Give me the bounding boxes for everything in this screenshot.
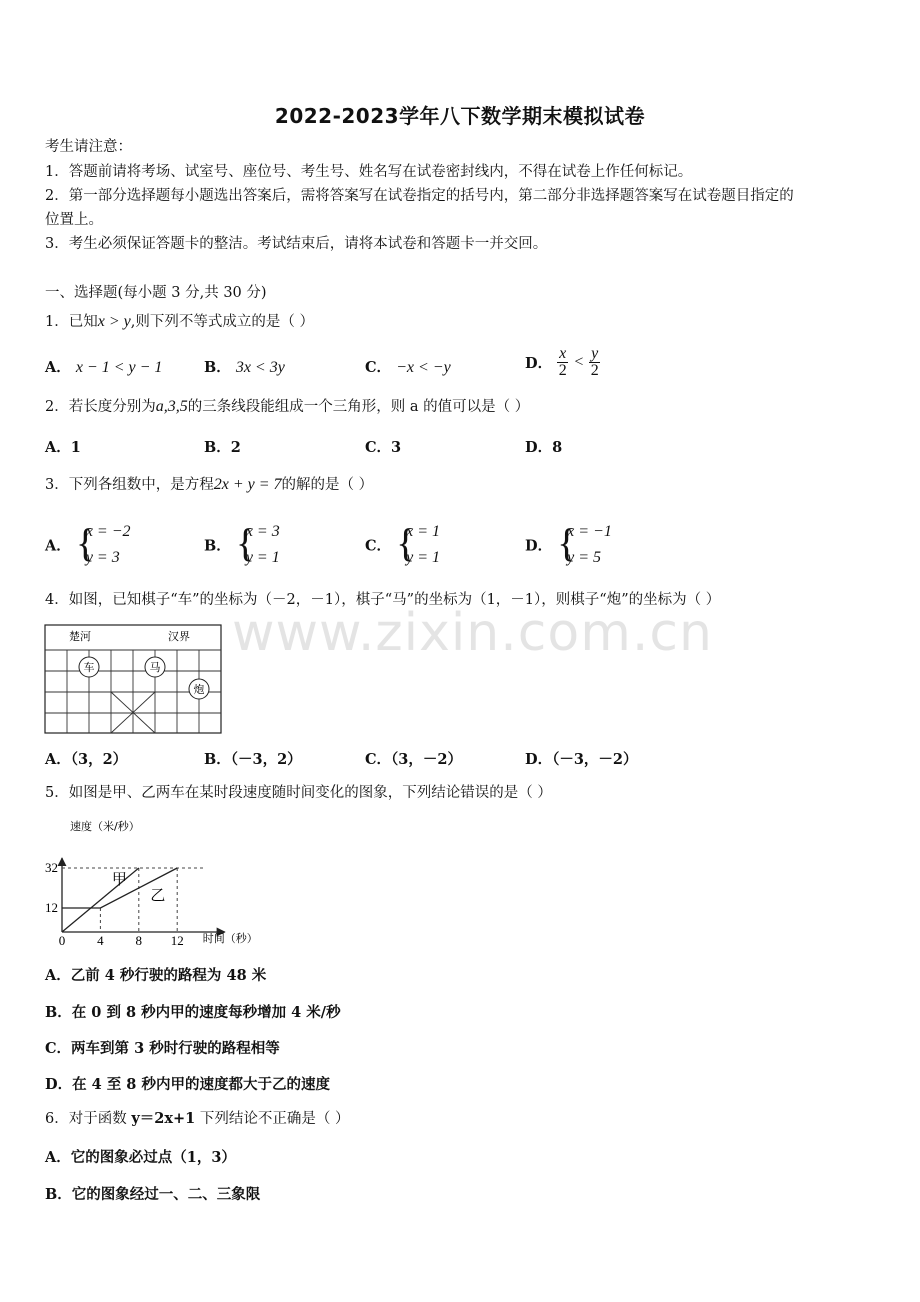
- equation-row: y = 1: [245, 549, 280, 566]
- q3-option-d: [525, 519, 612, 571]
- denominator: 2: [558, 362, 567, 379]
- q2-option-d: D．8: [525, 439, 563, 456]
- y-tick-label: 12: [45, 900, 58, 915]
- equation-row: x = −1: [567, 523, 612, 540]
- brace: {: [235, 520, 256, 565]
- q3-option-b: [204, 519, 280, 571]
- fraction: [589, 346, 600, 379]
- y-tick-label: 32: [45, 860, 58, 875]
- page-title: 2022-2023学年八下数学期末模拟试卷: [274, 104, 646, 128]
- fraction: [557, 346, 568, 379]
- series-label: 乙: [150, 886, 166, 904]
- q1-prefix: 1．已知: [45, 314, 98, 330]
- q5-option-c: C．两车到第 3 秒时行驶的路程相等: [45, 1040, 280, 1057]
- operator: <: [573, 353, 585, 371]
- numerator: x: [559, 345, 567, 362]
- x-tick-label: 0: [58, 933, 66, 948]
- q1-option-b: [204, 356, 285, 377]
- equation-row: x = 1: [406, 523, 441, 540]
- equation-row: y = 1: [406, 549, 441, 566]
- equation-row: x = −2: [85, 523, 131, 540]
- q3-option-c: [365, 519, 440, 571]
- option-label: D．: [525, 355, 553, 372]
- notice-item: 2．第一部分选择题每小题选出答案后，需将答案写在试卷指定的括号内，第二部分非选择题答案写在试卷题目指定的: [45, 188, 794, 204]
- q4-option-d: D．（－3，－2）: [525, 751, 638, 768]
- equation-row: y = 3: [85, 549, 120, 566]
- q2-prefix: 2．若长度分别为: [45, 399, 156, 415]
- q1-suffix: ,则下列不等式成立的是（ ）: [130, 314, 314, 330]
- option-label: A．: [45, 537, 71, 555]
- x-tick-label: 8: [135, 933, 143, 948]
- section-heading: 一、选择题(每小题 3 分,共 30 分): [45, 285, 267, 301]
- notice-item: 1．答题前请将考场、试室号、座位号、考生号、姓名写在试卷密封线内，不得在试卷上作任何标记。: [45, 164, 693, 180]
- q5-option-b: B．在 0 到 8 秒内甲的速度每秒增加 4 米/秒: [45, 1004, 341, 1021]
- option-label: A．: [45, 359, 71, 376]
- numerator: y: [591, 345, 599, 362]
- q6-option-b: B．它的图象经过一、二、三象限: [45, 1186, 261, 1203]
- board-label-chuhe: 楚河: [69, 630, 91, 643]
- x-tick-label: 12: [170, 933, 184, 948]
- brace: {: [396, 520, 416, 565]
- option-label: D．: [525, 537, 553, 555]
- option-value: 3x < 3y: [235, 359, 285, 376]
- notice-item: 位置上。: [45, 212, 103, 228]
- q2-suffix: 的三条线段能组成一个三角形，则 a 的值可以是（ ）: [187, 399, 530, 415]
- chess-board-figure: [44, 624, 224, 736]
- y-axis-label: 速度（米/秒）: [70, 820, 140, 833]
- equation-system: [557, 519, 612, 571]
- x-tick-label: 4: [97, 933, 104, 948]
- series-label: 甲: [111, 870, 127, 888]
- equation-row: y = 5: [567, 549, 602, 566]
- q5-option-d: D．在 4 至 8 秒内甲的速度都大于乙的速度: [45, 1076, 330, 1093]
- piece-pao-label: 炮: [193, 683, 205, 696]
- piece-ma-label: 马: [149, 661, 161, 674]
- q2-option-b: B．2: [204, 439, 241, 456]
- equation-row: x = 3: [245, 523, 280, 540]
- option-label: C．: [365, 537, 392, 555]
- q6-function: y＝2x+1: [131, 1110, 196, 1127]
- q3-option-a: [45, 519, 131, 571]
- q6-option-a: A．它的图象必过点（1，3）: [45, 1149, 236, 1166]
- option-value: −x < −y: [396, 359, 451, 376]
- piece-che-label: 车: [83, 661, 95, 674]
- question-4: 4．如图，已知棋子“车”的坐标为（－2，－1），棋子“马”的坐标为（1，－1），则棋子“炮”的坐标为（ ）: [45, 592, 721, 608]
- equation-system: [236, 519, 280, 571]
- question-5: 5．如图是甲、乙两车在某时段速度随时间变化的图象，下列结论错误的是（ ）: [45, 785, 552, 801]
- board-label-hanjie: 汉界: [168, 630, 190, 643]
- notice-item: 3．考生必须保证答题卡的整洁。考试结束后，请将本试卷和答题卡一并交回。: [45, 236, 548, 252]
- q1-option-d: [525, 346, 600, 379]
- brace: {: [557, 520, 577, 565]
- q5-option-a: A．乙前 4 秒行驶的路程为 48 米: [45, 967, 267, 984]
- q3-equation: 2x + y = 7: [213, 476, 282, 493]
- q3-suffix: 的解的是（ ）: [281, 477, 374, 493]
- q2-values: a,3,5: [155, 398, 188, 415]
- equation-system: [396, 519, 440, 571]
- question-1: [45, 312, 314, 332]
- notice-heading: 考生请注意：: [45, 139, 132, 155]
- q4-option-c: C．（3，－2）: [365, 751, 462, 768]
- option-label: B．: [204, 359, 231, 376]
- q1-option-c: [365, 356, 451, 377]
- brace: {: [75, 520, 96, 565]
- option-value: x − 1 < y − 1: [75, 359, 163, 376]
- q2-option-c: C．3: [365, 439, 402, 456]
- watermark: www.zixin.com.cn: [232, 603, 713, 663]
- option-label: B．: [204, 537, 231, 555]
- equation-system: [76, 519, 131, 571]
- q4-option-a: A．（3，2）: [45, 751, 128, 768]
- denominator: 2: [590, 362, 599, 379]
- question-6: [45, 1109, 349, 1129]
- q4-option-b: B．（－3，2）: [204, 751, 302, 768]
- option-label: C．: [365, 359, 392, 376]
- speed-time-chart: [40, 815, 280, 950]
- q6-suffix: 下列结论不正确是（ ）: [195, 1111, 350, 1127]
- question-2: [45, 397, 529, 417]
- question-3: [45, 475, 373, 495]
- x-axis-label: 时间（秒）: [202, 932, 258, 945]
- q1-condition: x > y: [97, 313, 131, 330]
- q6-prefix: 6．对于函数: [45, 1111, 132, 1127]
- q2-option-a: A．1: [45, 439, 81, 456]
- q1-option-a: [45, 356, 162, 377]
- q3-prefix: 3．下列各组数中，是方程: [45, 477, 214, 493]
